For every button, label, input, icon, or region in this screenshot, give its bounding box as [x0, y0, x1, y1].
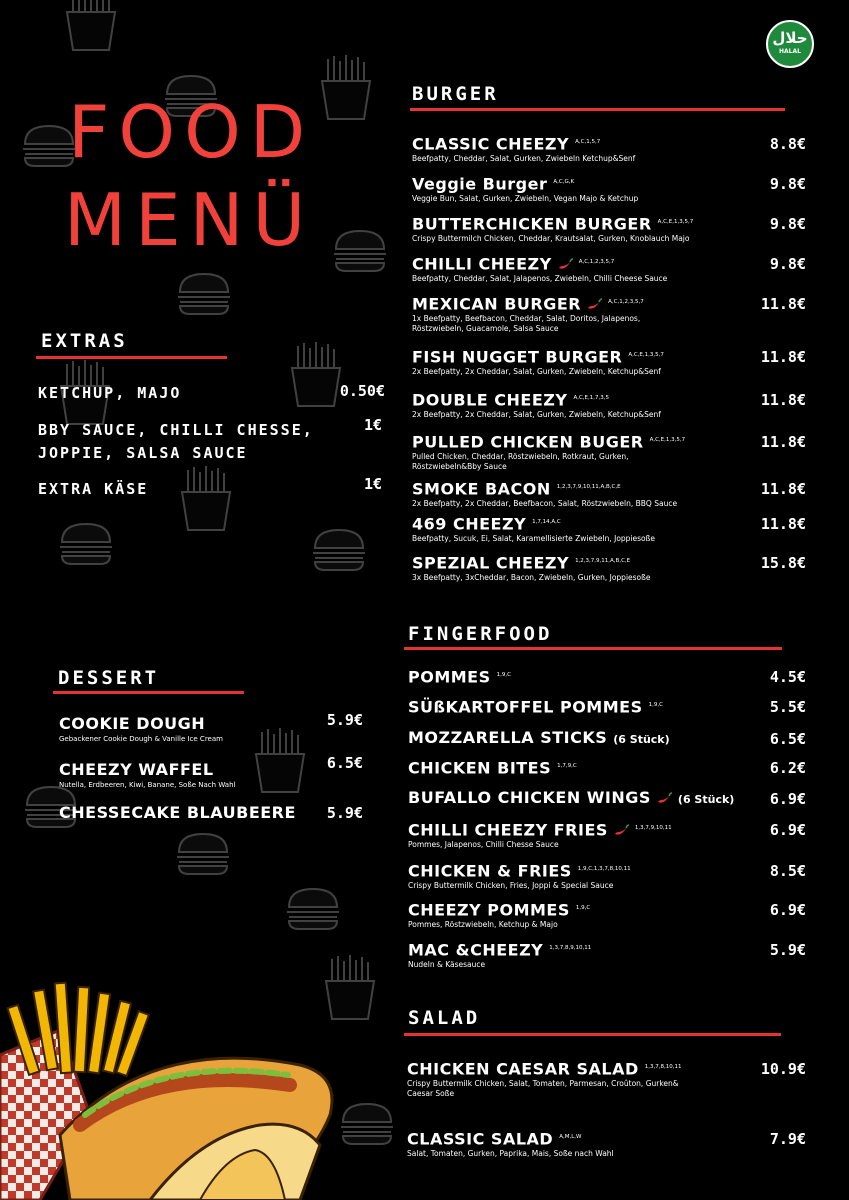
fingerfood-item-name [408, 666, 511, 686]
food-illustration [0, 975, 340, 1200]
fingerfood-item-note: (6 Stück) [613, 733, 670, 746]
salad-item-title: CLASSIC SALAD [407, 1129, 554, 1149]
fingerfood-heading: FINGERFOOD [408, 623, 553, 645]
burger-item-title: CLASSIC CHEEZY [412, 134, 570, 154]
fingerfood-item-name [408, 788, 734, 809]
burger-item-price: 11.8€ [760, 348, 806, 366]
dessert-heading: DESSERT [58, 667, 160, 689]
salad-item-name [407, 1058, 681, 1078]
halal-arabic: حلال [772, 29, 808, 47]
burger-item-title: FISH NUGGET BURGER [412, 347, 623, 367]
fingerfood-item-allergen-codes: 1,9,C [648, 702, 663, 708]
burger-heading: BURGER [412, 83, 499, 105]
fingerfood-item-name [408, 696, 663, 716]
salad-item [407, 1058, 681, 1099]
burger-item-allergen-codes: A,C,E,1,3,5,7 [657, 219, 694, 225]
burger-item-title: BUTTERCHICKEN BURGER [412, 214, 652, 234]
fingerfood-item-title: CHICKEN BITES [408, 758, 552, 778]
fingerfood-item-title: CHILLI CHEEZY FRIES [408, 820, 608, 840]
fingerfood-item-name [408, 860, 631, 880]
burger-item-title: CHILLI CHEEZY [412, 254, 552, 274]
fries-icon [178, 466, 234, 532]
fingerfood-item-name [408, 899, 590, 919]
burger-item [412, 346, 664, 377]
salad-heading: SALAD [408, 1007, 481, 1029]
burger-item-name [412, 389, 661, 409]
burger-icon [58, 520, 114, 568]
dessert-item-name: COOKIE DOUGH [59, 714, 206, 733]
chili-icon [557, 258, 573, 272]
fingerfood-item-note: (6 Stück) [677, 793, 735, 806]
burger-item-price: 9.8€ [769, 175, 806, 193]
burger-item-price: 9.8€ [769, 215, 806, 233]
fingerfood-item-price: 6.9€ [769, 821, 806, 839]
fingerfood-item-desc: Pommes, Röstzwiebeln, Ketchup & Majo [408, 920, 558, 930]
extras-heading: EXTRAS [41, 330, 128, 352]
fingerfood-item-name [408, 819, 672, 839]
dessert-item-price: 6.5€ [326, 754, 363, 772]
dessert-item-price: 5.9€ [326, 804, 363, 822]
burger-rule [410, 108, 785, 111]
burger-item-title: SPEZIAL CHEEZY [412, 553, 570, 573]
fingerfood-item-allergen-codes: 1,9,C,1,3,7,8,10,11 [577, 866, 631, 872]
fingerfood-item-title: MAC &CHEEZY [408, 940, 544, 960]
halal-label: HALAL [779, 48, 801, 55]
halal-badge [766, 20, 814, 68]
fingerfood-item-desc: Crispy Buttermilk Chicken, Fries, Joppi & Special Sauce [408, 881, 614, 891]
burger-icon [175, 830, 231, 878]
fingerfood-item [408, 860, 631, 891]
burger-item-desc: Veggie Bun, Salat, Gurken, Zwiebeln, Vegan Majo & Ketchup [412, 194, 639, 204]
salad-item-desc: Crispy Buttermilk Chicken, Salat, Tomaten, Parmesan, Croûton, Gurken& [407, 1079, 679, 1089]
burger-item [412, 173, 638, 204]
fingerfood-item-title: POMMES [408, 667, 491, 687]
burger-item-price: 11.8€ [760, 515, 806, 533]
burger-icon [339, 1100, 395, 1148]
burger-icon [285, 885, 341, 933]
burger-item-price: 9.8€ [769, 255, 806, 273]
burger-item-desc: 1x Beefpatty, Beefbacon, Cheddar, Salat, Doritos, Jalapenos, [412, 314, 641, 324]
burger-item-title: PULLED CHICKEN BUGER [412, 432, 644, 452]
burger-item [412, 253, 667, 284]
burger-icon [311, 526, 367, 574]
burger-item-title: DOUBLE CHEEZY [412, 390, 568, 410]
burger-item [412, 293, 644, 334]
extras-rule [36, 356, 227, 359]
burger-item-price: 11.8€ [760, 295, 806, 313]
burger-item [412, 552, 650, 583]
fingerfood-item [408, 819, 672, 850]
burger-item-desc: 2x Beefpatty, 2x Cheddar, Beefbacon, Salat, Röstzwiebeln, BBQ Sauce [412, 499, 678, 509]
burger-item-allergen-codes: 1,2,3,7,9,10,11,A,B,C,E [556, 484, 621, 490]
fingerfood-item [408, 696, 663, 716]
burger-item-desc: Beefpatty, Sucuk, Ei, Salat, Karamellisierte Zwiebeln, Joppiesoße [412, 534, 655, 544]
burger-item-allergen-codes: A,C,1,5,7 [575, 139, 601, 145]
burger-item-desc: Crispy Buttermilch Chicken, Cheddar, Krautsalat, Gurken, Knoblauch Majo [412, 234, 690, 244]
salad-item-title: CHICKEN CAESAR SALAD [407, 1059, 639, 1079]
dessert-item [59, 760, 235, 790]
salad-item-name [407, 1128, 614, 1148]
fries-icon [288, 342, 344, 408]
extra-item-name: EXTRA KÄSE [38, 480, 149, 498]
burger-item-allergen-codes: A,C,E,1,3,5,7 [649, 437, 686, 443]
salad-item [407, 1128, 614, 1159]
burger-item-price: 8.8€ [769, 135, 806, 153]
burger-item-title: SMOKE BACON [412, 479, 551, 499]
salad-rule [404, 1033, 781, 1036]
fingerfood-item-title: MOZZARELLA STICKS [408, 728, 608, 747]
fingerfood-item-allergen-codes: 1,3,7,9,10,11 [634, 825, 672, 831]
burger-item-desc: 2x Beefpatty, 2x Cheddar, Salat, Gurken, Zwiebeln, Ketchup&Senf [412, 410, 661, 420]
fingerfood-item-price: 6.9€ [769, 901, 806, 919]
extra-item-price: 1€ [363, 416, 382, 434]
burger-item-allergen-codes: A,C,E,1,3,5,7 [628, 352, 664, 358]
burger-item-desc: Röstzwiebeln, Guacamole, Salsa Sauce [412, 324, 559, 334]
burger-item [412, 478, 677, 509]
chili-icon [613, 824, 629, 838]
burger-item-name [412, 213, 693, 233]
extra-item-price: 0.50€ [339, 382, 385, 400]
dessert-rule [53, 691, 244, 694]
salad-item-desc: Caesar Soße [407, 1089, 455, 1099]
fingerfood-item [408, 788, 734, 809]
extra-item-name: KETCHUP, MAJO [38, 384, 182, 402]
burger-item-allergen-codes: A,C,E,1,7,3,5 [573, 395, 610, 401]
fingerfood-item-price: 4.5€ [769, 668, 806, 686]
fingerfood-item-price: 6.5€ [769, 730, 806, 748]
dessert-item-desc: Nutella, Erdbeeren, Kiwi, Banane, Soße Nach Wahl [59, 781, 236, 789]
salad-item-allergen-codes: 1,3,7,8,10,11 [644, 1064, 682, 1070]
burger-item-desc: Röstzwiebeln&Bby Sauce [412, 462, 507, 472]
dessert-item [59, 714, 223, 744]
extra-item-name: BBY SAUCE, CHILLI CHESSE, [38, 421, 314, 439]
fingerfood-item [408, 728, 670, 749]
burger-item-name [412, 513, 655, 533]
burger-item-name [412, 173, 638, 193]
dessert-item-name: CHEEZY WAFFEL [59, 760, 214, 779]
burger-item [412, 389, 661, 420]
burger-item-allergen-codes: A,C,1,2,3,5,7 [578, 259, 615, 265]
burger-item-allergen-codes: A,C,1,2,3,5,7 [608, 299, 644, 305]
fingerfood-item-price: 5.5€ [769, 698, 806, 716]
burger-item-name [412, 552, 650, 572]
burger-item-name [412, 431, 685, 451]
fingerfood-item [408, 757, 577, 777]
fingerfood-item-allergen-codes: 1,9,C [496, 672, 511, 678]
burger-item-desc: Pulled Chicken, Cheddar, Röstzwiebeln, Rotkraut, Gurken, [412, 452, 629, 462]
burger-item-name [412, 253, 667, 273]
burger-item [412, 213, 693, 244]
salad-item-allergen-codes: A,M,L,W [559, 1134, 582, 1140]
fries-icon [252, 728, 308, 794]
extra-item-price: 1€ [363, 475, 382, 493]
fingerfood-item-name [408, 939, 591, 959]
fingerfood-item [408, 666, 511, 686]
chili-icon [586, 298, 602, 312]
fingerfood-item [408, 939, 591, 970]
burger-item-name [412, 293, 644, 313]
burger-item-name [412, 478, 677, 498]
title-menu: MENÜ [64, 178, 315, 262]
fingerfood-item-title: CHICKEN & FRIES [408, 861, 572, 881]
burger-item [412, 513, 655, 544]
burger-item-title: Veggie Burger [412, 174, 548, 194]
burger-item-desc: 3x Beefpatty, 3xCheddar, Bacon, Zwiebeln, Gurken, Joppiesoße [412, 573, 651, 583]
fingerfood-item-allergen-codes: 1,3,7,8,9,10,11 [549, 945, 592, 951]
fingerfood-item-allergen-codes: 1,7,9,C [557, 763, 577, 769]
fingerfood-item-desc: Nudeln & Käsesauce [408, 960, 486, 970]
chili-icon [656, 792, 672, 806]
burger-item-name [412, 346, 664, 366]
fries-icon [63, 0, 119, 52]
fingerfood-item-title: CHEEZY POMMES [408, 900, 570, 920]
fingerfood-item-name [408, 757, 577, 777]
burger-item-allergen-codes: 1,7,14,A,C [532, 519, 561, 525]
salad-item-price: 7.9€ [769, 1130, 806, 1148]
extra-item-name-line2: JOPPIE, SALSA SAUCE [38, 444, 248, 462]
burger-item-price: 15.8€ [760, 554, 806, 572]
fingerfood-item-title: BUFALLO CHICKEN WINGS [408, 788, 651, 807]
dessert-item-name: CHESSECAKE BLAUBEERE [59, 803, 296, 822]
fingerfood-item-name [408, 728, 670, 749]
fingerfood-item-allergen-codes: 1,9,C [575, 905, 591, 911]
dessert-item [59, 803, 296, 822]
burger-item-desc: 2x Beefpatty, 2x Cheddar, Salat, Gurken, Zwiebeln, Ketchup&Senf [412, 367, 661, 377]
dessert-item-desc: Gebackener Cookie Dough & Vanille Ice Cream [59, 735, 223, 743]
title-food: FOOD [68, 90, 315, 174]
burger-item-price: 11.8€ [760, 480, 806, 498]
burger-item [412, 431, 685, 472]
burger-item-title: MEXICAN BURGER [412, 294, 582, 314]
fingerfood-item-price: 6.9€ [769, 790, 806, 808]
fingerfood-item-price: 8.5€ [769, 862, 806, 880]
dessert-item-price: 5.9€ [326, 711, 363, 729]
fingerfood-item [408, 899, 590, 930]
fingerfood-item-desc: Pommes, Jalapenos, Chilli Chesse Sauce [408, 840, 559, 850]
fingerfood-item-title: SÜßKARTOFFEL POMMES [408, 697, 643, 717]
salad-item-price: 10.9€ [760, 1060, 806, 1078]
salad-item-desc: Salat, Tomaten, Gurken, Paprika, Mais, Soße nach Wahl [407, 1149, 614, 1159]
fingerfood-item-price: 5.9€ [769, 941, 806, 959]
burger-item-allergen-codes: A,C,G,K [553, 179, 575, 185]
burger-item-price: 11.8€ [760, 391, 806, 409]
fingerfood-item-price: 6.2€ [769, 759, 806, 777]
burger-item-desc: Beefpatty, Cheddar, Salat, Jalapenos, Zwiebeln, Chilli Cheese Sauce [412, 274, 668, 284]
burger-item-title: 469 CHEEZY [412, 514, 527, 534]
burger-item-name [412, 133, 635, 153]
burger-item-allergen-codes: 1,2,3,7,9,11,A,B,C,E [575, 558, 631, 564]
burger-item [412, 133, 635, 164]
burger-icon [176, 270, 232, 318]
burger-item-desc: Beefpatty, Cheddar, Salat, Gurken, Zwiebeln Ketchup&Senf [412, 154, 636, 164]
burger-item-price: 11.8€ [760, 433, 806, 451]
fingerfood-rule [404, 647, 782, 650]
